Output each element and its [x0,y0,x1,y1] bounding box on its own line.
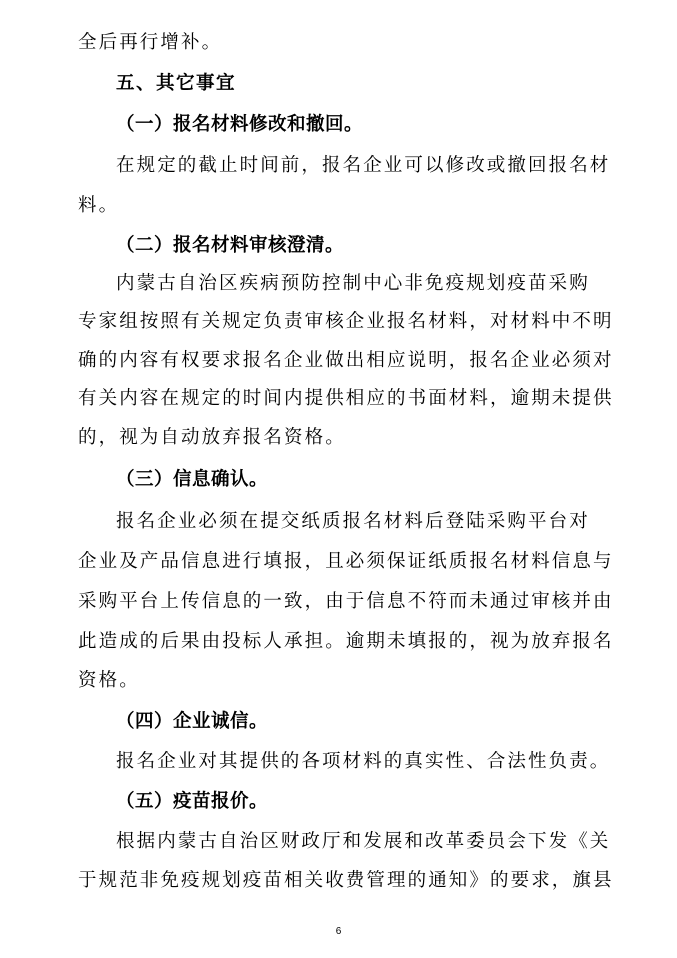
subsection-heading: （五）疫苗报价。 [116,791,269,812]
paragraph-line: 内蒙古自治区疾病预防控制中心非免疫规划疫苗采购 [116,273,590,294]
paragraph-line: 料。 [78,195,120,216]
paragraph-line: 报名企业对其提供的各项材料的真实性、合法性负责。 [116,751,611,772]
paragraph-line: 全后再行增补。 [78,32,223,53]
page-number: 6 [335,926,342,937]
section-heading: 五、其它事宜 [116,73,237,94]
subsection-heading: （三）信息确认。 [116,469,269,490]
subsection-heading: （一）报名材料修改和撤回。 [116,114,364,135]
paragraph-line: 有关内容在规定的时间内提供相应的书面材料，逾期未提供 [78,388,614,409]
subsection-heading: （四）企业诚信。 [116,711,269,732]
paragraph-line: 企业及产品信息进行填报，且必须保证纸质报名材料信息与 [78,551,614,572]
paragraph-line: 专家组按照有关规定负责审核企业报名材料，对材料中不明 [78,311,614,332]
paragraph-line: 于规范非免疫规划疫苗相关收费管理的通知》的要求，旗县 [78,870,614,891]
paragraph-line: 报名企业必须在提交纸质报名材料后登陆采购平台对 [116,511,590,532]
subsection-heading: （二）报名材料审核澄清。 [116,235,345,256]
paragraph-line: 在规定的截止时间前，报名企业可以修改或撤回报名材 [116,155,611,176]
paragraph-line: 根据内蒙古自治区财政厅和发展和改革委员会下发《关 [116,831,611,852]
paragraph-line: 采购平台上传信息的一致，由于信息不符而未通过审核并由 [78,591,614,612]
paragraph-line: 确的内容有权要求报名企业做出相应说明，报名企业必须对 [78,350,614,371]
paragraph-line: 此造成的后果由投标人承担。逾期未填报的，视为放弃报名 [78,631,614,652]
paragraph-line: 资格。 [78,670,140,691]
paragraph-line: 的，视为自动放弃报名资格。 [78,427,346,448]
